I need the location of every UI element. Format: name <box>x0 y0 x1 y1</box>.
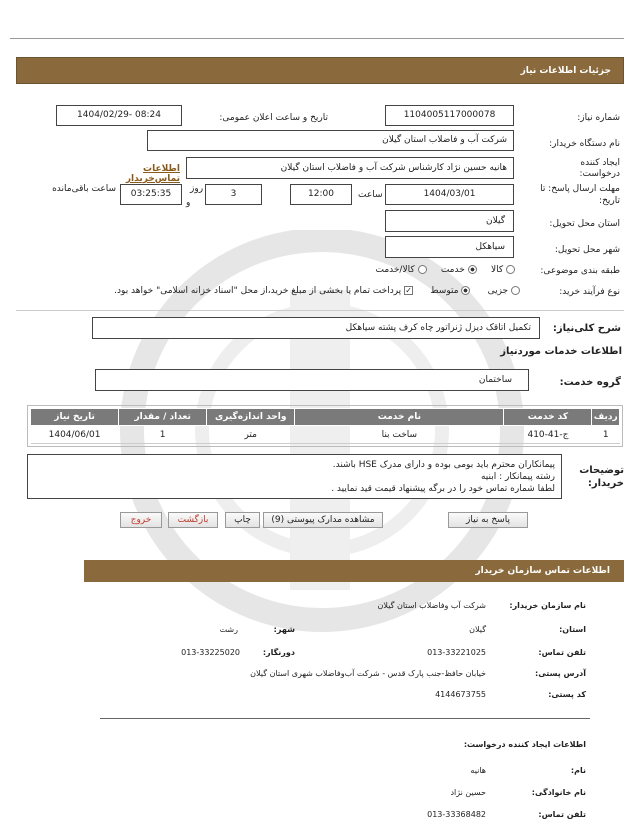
creator-field <box>186 157 514 179</box>
city-label: شهر محل تحویل: <box>554 245 620 255</box>
service-group-field <box>95 369 529 391</box>
exit-button[interactable]: خروج <box>120 512 162 528</box>
remaining-label: ساعت باقی‌مانده <box>52 184 116 194</box>
announce-label: تاریخ و ساعت اعلان عمومی: <box>219 113 328 123</box>
contact-city-value: رشت <box>219 625 238 634</box>
remaining-time: 03:25:35 <box>130 189 172 199</box>
summary-value: تکمیل اتاقک دیزل ژنراتور چاه کرف پشته سیاهکل <box>345 323 531 333</box>
cell-row: 1 <box>592 426 620 444</box>
deadline-label-1: مهلت ارسال پاسخ: تا <box>540 184 620 194</box>
category-option-goods[interactable] <box>491 265 515 275</box>
contact-phone-label: تلفن تماس: <box>538 648 586 657</box>
col-unit: واحد اندازه‌گیری <box>207 409 295 426</box>
deadline-date: 1404/03/01 <box>423 189 476 199</box>
creator-name-value: هانیه <box>470 766 486 775</box>
process-option-medium-label: متوسط <box>430 286 459 296</box>
buyer-contact-link[interactable]: اطلاعات تماس‌خریدار <box>125 164 180 184</box>
announce-field <box>56 105 182 126</box>
cell-unit: متر <box>207 426 295 444</box>
cell-code: ج-41-410 <box>504 426 592 444</box>
contact-postal-label: کد پستی: <box>548 690 586 699</box>
reply-button[interactable]: پاسخ به نیاز <box>448 512 528 528</box>
deadline-date-field <box>385 184 514 205</box>
contact-phone-value: 013-33221025 <box>427 648 486 657</box>
creator-label-1: ایجاد کننده <box>580 158 620 168</box>
remaining-field <box>120 184 182 205</box>
city-field <box>385 236 514 258</box>
table-header-row <box>31 409 620 426</box>
buyer-org-label: نام دستگاه خریدار: <box>549 139 620 149</box>
col-name: نام خدمت <box>295 409 504 426</box>
creator-phone-label: تلفن تماس: <box>538 810 586 819</box>
buyer-org-field <box>147 130 514 151</box>
province-field <box>385 210 514 232</box>
contact-fax-label: دورنگار: <box>262 648 295 657</box>
deadline-time: 12:00 <box>308 189 334 199</box>
province-value: گیلان <box>486 216 505 226</box>
contact-postal-value: 4144673755 <box>435 690 486 699</box>
category-option-both[interactable] <box>375 265 426 275</box>
deadline-days-label: روز <box>190 184 204 194</box>
process-options <box>30 286 520 296</box>
category-option-service-label: خدمت <box>440 265 465 275</box>
contact-title: اطلاعات تماس سازمان خریدار <box>475 566 610 576</box>
buyer-notes-label-1: توضیحات <box>579 465 624 476</box>
buyer-notes-label-2: خریدار: <box>587 478 624 489</box>
need-number-field <box>385 105 514 126</box>
creator-info-title: اطلاعات ایجاد کننده درخواست: <box>463 740 586 749</box>
category-label: طبقه بندی موضوعی: <box>540 266 620 276</box>
cell-qty: 1 <box>119 426 207 444</box>
creator-phone-value: 013-33368482 <box>427 810 486 819</box>
summary-label: شرح کلی‌نیاز: <box>552 323 621 334</box>
col-qty: تعداد / مقدار <box>119 409 207 426</box>
page-header <box>16 57 624 84</box>
col-date: تاریخ نیاز <box>31 409 119 426</box>
deadline-time-field <box>290 184 352 205</box>
process-option-minor[interactable] <box>488 286 520 296</box>
treasury-note: پرداخت تمام یا بخشی از مبلغ خرید،از محل "اسناد خزانه اسلامی" خواهد بود. <box>114 286 402 296</box>
buyer-note-line-2: رشته پیمانکار : ابنیه <box>480 472 555 482</box>
contact-org-value: شرکت آب وفاضلاب استان گیلان <box>377 601 486 610</box>
cell-date: 1404/06/01 <box>31 426 119 444</box>
creator-family-label: نام خانوادگی: <box>531 788 586 797</box>
category-option-both-label: کالا/خدمت <box>375 265 415 275</box>
creator-family-value: حسین نژاد <box>450 788 486 797</box>
service-group-label: گروه خدمت: <box>559 377 621 388</box>
cell-name: ساخت بنا <box>295 426 504 444</box>
need-number-value: 1104005117000078 <box>403 110 496 120</box>
category-option-service[interactable] <box>441 265 477 275</box>
contact-address-value: خیابان حافظ-جنب پارک قدس - شرکت آب‌وفاضلاب شهری استان گیلان <box>250 669 486 678</box>
process-option-medium[interactable] <box>430 286 470 296</box>
deadline-days-connector: و <box>186 198 191 208</box>
contact-fax-value: 013-33225020 <box>181 648 240 657</box>
deadline-time-label: ساعت <box>358 190 383 200</box>
creator-value: هانیه حسین نژاد کارشناس شرکت آب و فاضلاب استان گیلان <box>280 163 507 173</box>
contact-address-label: آدرس پستی: <box>535 669 586 678</box>
col-row: ردیف <box>592 409 620 426</box>
top-divider <box>10 38 624 39</box>
contact-org-label: نام سازمان خریدار: <box>509 601 586 610</box>
table-row <box>31 426 620 444</box>
service-group-value: ساختمان <box>478 375 512 385</box>
buyer-note-line-3: لطفا شماره تماس خود را در برگه پیشنهاد قیمت قید نمایید . <box>331 484 555 494</box>
category-options <box>320 265 515 275</box>
city-value: سیاهکل <box>475 242 505 252</box>
services-info-title: اطلاعات خدمات موردنیاز <box>500 346 622 357</box>
back-button[interactable]: بازگشت <box>168 512 218 528</box>
contact-province-value: گیلان <box>469 625 486 634</box>
contact-divider <box>100 718 590 719</box>
buyer-org-value: شرکت آب و فاضلاب استان گیلان <box>382 135 507 145</box>
deadline-label-2: تاریخ: <box>599 196 620 206</box>
page-title: جزئیات اطلاعات نیاز <box>520 66 611 76</box>
summary-field <box>92 317 540 339</box>
buyer-note-line-1: پیمانکاران محترم باید بومی بوده و دارای مدرک HSE باشند. <box>332 460 555 470</box>
deadline-days-field <box>205 184 262 205</box>
process-label: نوع فرآیند خرید: <box>559 287 620 297</box>
province-label: استان محل تحویل: <box>549 219 620 229</box>
need-number-label: شماره نیاز: <box>577 113 620 123</box>
print-button[interactable]: چاپ <box>225 512 260 528</box>
category-option-goods-label: کالا <box>490 265 504 275</box>
announce-value: 1404/02/29- 08:24 <box>77 110 161 120</box>
buyer-notes-box <box>27 454 562 499</box>
creator-name-label: نام: <box>570 766 586 775</box>
attachments-button[interactable]: مشاهده مدارک پیوستی (9) <box>263 512 383 528</box>
col-code: کد خدمت <box>504 409 592 426</box>
deadline-days: 3 <box>230 189 237 199</box>
creator-label-2: درخواست: <box>579 169 620 179</box>
items-table-wrap <box>27 405 623 447</box>
section-divider <box>16 310 624 311</box>
contact-province-label: استان: <box>559 625 586 634</box>
contact-city-label: شهر: <box>273 625 295 634</box>
process-option-minor-label: جزیی <box>487 286 509 296</box>
contact-header <box>84 560 624 582</box>
treasury-checkbox[interactable]: ✓ <box>405 286 412 295</box>
items-table <box>30 408 620 444</box>
